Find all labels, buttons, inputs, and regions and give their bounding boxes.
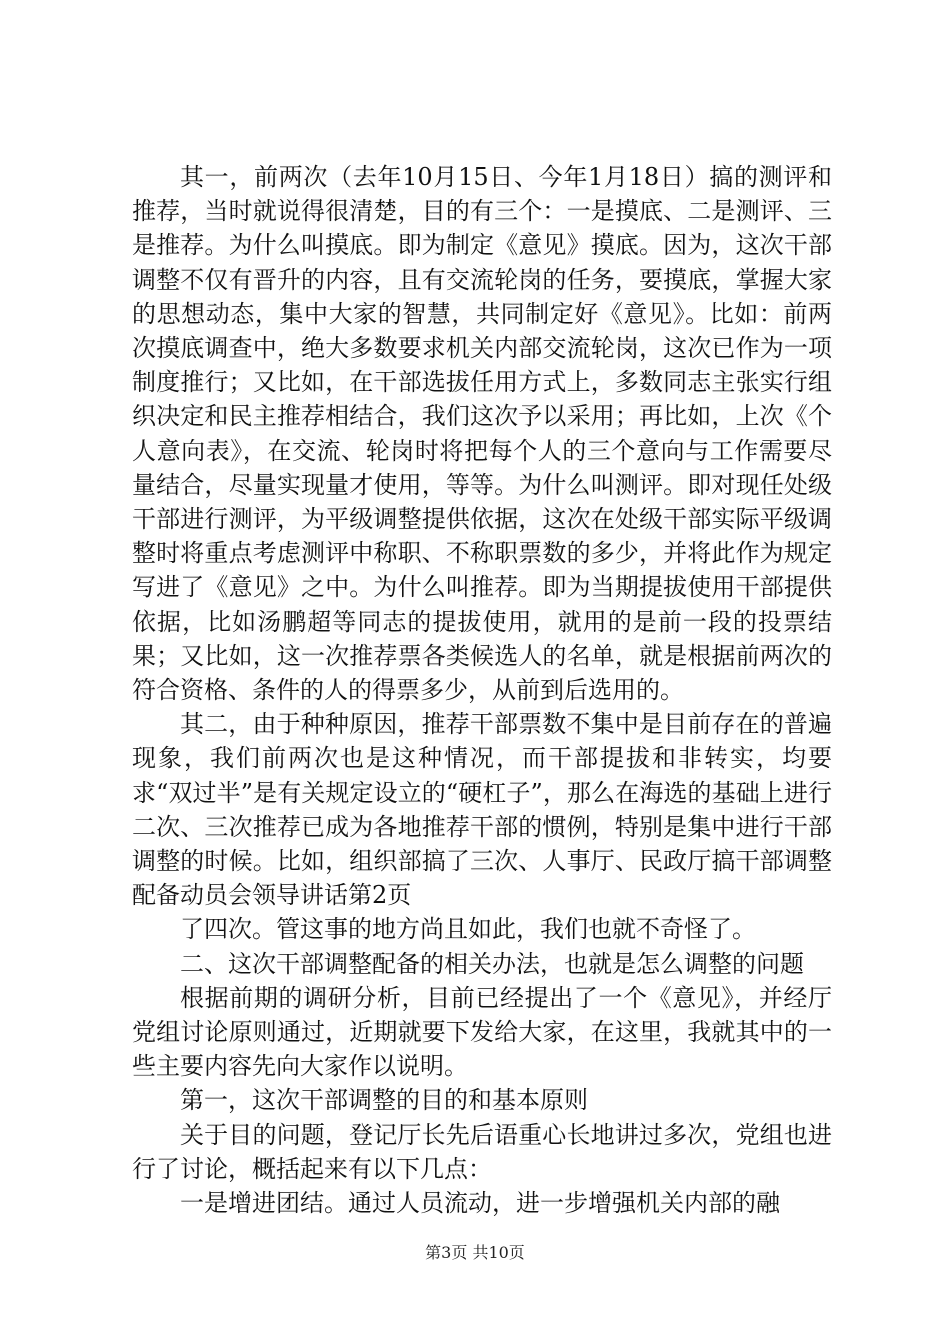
paragraph-second-point: 其二，由于种种原因，推荐干部票数不集中是目前存在的普遍现象，我们前两次也是这种情况，而干部提拔和非转实，均要求“双过半”是有关规定设立的“硬杠子”，那么在海选的基础上进行二次、三次推荐已成为各地推荐干部的惯例，特别是集中进行干部调整的时候。比如，组织部搞了三次、人事厅、民政厅搞干部调整配备动员会领导讲话第2页	[132, 710, 832, 910]
paragraph-continuation: 了四次。管这事的地方尚且如此，我们也就不奇怪了。	[180, 915, 756, 944]
page-footer: 第3页 共10页	[425, 1243, 525, 1262]
paragraph-first-point: 其一，前两次（去年10月15日、今年1月18日）搞的测评和推荐，当时就说得很清楚，目的有三个：一是摸底、二是测评、三是推荐。为什么叫摸底。即为制定《意见》摸底。因为，这次干部调整不仅有晋升的内容，且有交流轮岗的任务，要摸底，掌握大家的思想动态，集中大家的智慧，共同制定好《意见》。比如：前两次摸底调查中，绝大多数要求机关内部交流轮岗，这次已作为一项制度推行；又比如，在干部选拔任用方式上，多数同志主张实行组织决定和民主推荐相结合，我们这次予以采用；再比如，上次《个人意向表》，在交流、轮岗时将把每个人的三个意向与工作需要尽量结合，尽量实现量才使用，等等。为什么叫测评。即对现任处级干部进行测评，为平级调整提供依据，这次在处级干部实际平级调整时将重点考虑测评中称职、不称职票数的多少，并将此作为规定写进了《意见》之中。为什么叫推荐。即为当期提拔使用干部提供依据，比如汤鹏超等同志的提拔使用，就用的是前一段的投票结果；又比如，这一次推荐票各类候选人的名单，就是根据前两次的符合资格、条件的人的得票多少，从前到后选用的。	[132, 163, 832, 705]
paragraph-unity: 一是增进团结。通过人员流动，进一步增强机关内部的融	[180, 1189, 780, 1218]
paragraph-purpose: 关于目的问题，登记厅长先后语重心长地讲过多次，党组也进行了讨论，概括起来有以下几点：	[132, 1120, 832, 1183]
body-text	[132, 160, 832, 1220]
subheading-first: 第一，这次干部调整的目的和基本原则	[180, 1086, 588, 1115]
section-heading-two: 二、这次干部调整配备的相关办法，也就是怎么调整的问题	[180, 949, 804, 978]
paragraph-opinion-intro: 根据前期的调研分析，目前已经提出了一个《意见》，并经厅党组讨论原则通过，近期就要下发给大家，在这里，我就其中的一些主要内容先向大家作以说明。	[132, 983, 832, 1081]
